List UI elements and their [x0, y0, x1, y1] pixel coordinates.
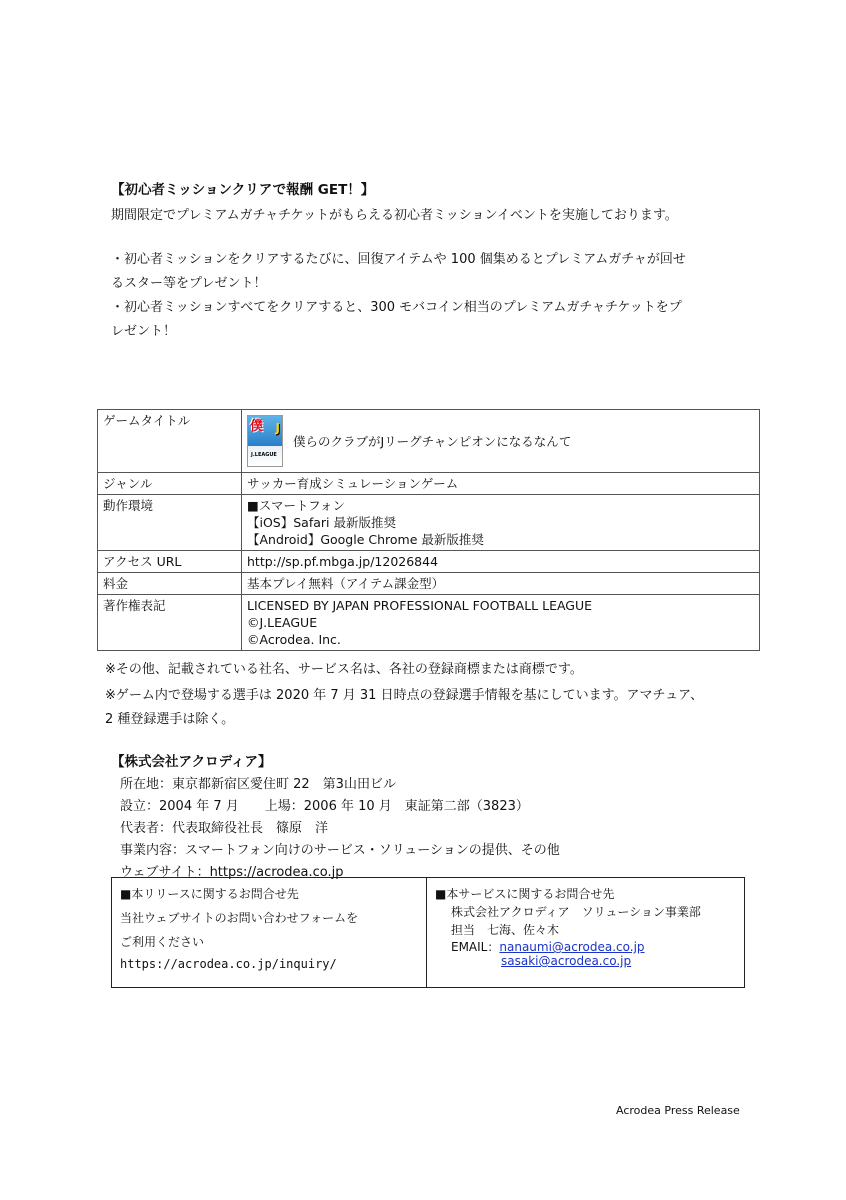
- mission-bullet-1-line-1: ・初心者ミッションをクリアするたびに、回復アイテムや 100 個集めるとプレミアムガチャが回せ: [111, 252, 686, 267]
- game-title-value: 僕らのクラブがJリーグチャンピオンになるなんて: [293, 433, 572, 449]
- email-label: EMAIL：: [451, 940, 500, 954]
- icon-jleague-text: J.LEAGUE: [251, 452, 277, 458]
- genre-label: ジャンル: [98, 473, 242, 495]
- env-line-1: ■スマートフォン: [247, 498, 346, 513]
- game-info-table: [97, 409, 760, 651]
- copyright-label: 著作権表記: [98, 595, 242, 651]
- email-link-sasaki[interactable]: sasaki@acrodea.co.jp: [501, 954, 632, 968]
- table-row: [98, 495, 760, 551]
- price-value: 基本プレイ無料（アイテム課金型）: [242, 573, 760, 595]
- price-label: 料金: [98, 573, 242, 595]
- mission-bullet-2-line-2: レゼント！: [111, 324, 177, 339]
- icon-main-text: 僕: [250, 419, 264, 434]
- mission-heading: 【初心者ミッションクリアで報酬 GET！】: [111, 182, 375, 198]
- copyright-line-3: ©Acrodea. Inc.: [247, 632, 341, 647]
- service-contact-email: [451, 938, 645, 955]
- table-row: [98, 595, 760, 651]
- copyright-line-2: ©J.LEAGUE: [247, 615, 318, 630]
- service-contact: [427, 878, 744, 987]
- release-contact-line-2: ご利用ください: [120, 935, 205, 949]
- env-cell: [242, 495, 760, 551]
- service-contact-heading: ■本サービスに関するお問合せ先: [435, 887, 615, 901]
- title-cell: [242, 410, 760, 473]
- company-address: 所在地：東京都新宿区愛住町 22 第3山田ビル: [120, 777, 396, 792]
- release-contact-heading: ■本リリースに関するお問合せ先: [120, 887, 299, 901]
- env-line-3: 【Android】Google Chrome 最新版推奨: [247, 532, 484, 547]
- env-line-2: 【iOS】Safari 最新版推奨: [247, 515, 396, 530]
- company-website[interactable]: ウェブサイト：https://acrodea.co.jp: [120, 865, 344, 880]
- note-trademark: ※その他、記載されている社名、サービス名は、各社の登録商標または商標です。: [105, 662, 583, 677]
- release-contact-line-1: 当社ウェブサイトのお問い合わせフォームを: [120, 911, 359, 925]
- company-representative: 代表者：代表取締役社長 篠原 洋: [120, 821, 329, 836]
- table-row: [98, 573, 760, 595]
- game-app-icon: [247, 415, 283, 467]
- copyright-cell: [242, 595, 760, 651]
- genre-value: サッカー育成シミュレーションゲーム: [242, 473, 760, 495]
- access-url-link[interactable]: http://sp.pf.mbga.jp/12026844: [242, 551, 760, 573]
- mission-bullet-2-line-1: ・初心者ミッションすべてをクリアすると、300 モバコイン相当のプレミアムガチャチケットをプ: [111, 300, 682, 315]
- table-row: [98, 473, 760, 495]
- table-row: [98, 551, 760, 573]
- contact-box: [111, 877, 745, 988]
- company-founded: 設立：2004 年 7 月 上場：2006 年 10 月 東証第二部（3823）: [120, 799, 529, 814]
- url-label: アクセス URL: [98, 551, 242, 573]
- env-label: 動作環境: [98, 495, 242, 551]
- title-label: ゲームタイトル: [98, 410, 242, 473]
- mission-lead: 期間限定でプレミアムガチャチケットがもらえる初心者ミッションイベントを実施しております。: [111, 208, 678, 223]
- table-row: [98, 410, 760, 473]
- footer-text: Acrodea Press Release: [616, 1104, 740, 1117]
- mission-bullet-1-line-2: るスター等をプレゼント！: [111, 276, 267, 291]
- icon-j-text: J: [275, 421, 280, 435]
- inquiry-url-link[interactable]: https://acrodea.co.jp/inquiry/: [120, 957, 337, 971]
- company-business: 事業内容：スマートフォン向けのサービス・ソリューションの提供、その他: [120, 843, 560, 858]
- copyright-line-1: LICENSED BY JAPAN PROFESSIONAL FOOTBALL LEAGUE: [247, 598, 593, 613]
- company-heading: 【株式会社アクロディア】: [111, 754, 272, 770]
- release-contact: [112, 878, 427, 987]
- service-contact-person: 担当 七海、佐々木: [451, 923, 560, 937]
- note-players-line-2: 2 種登録選手は除く。: [105, 712, 235, 727]
- service-contact-company: 株式会社アクロディア ソリューション事業部: [451, 905, 701, 919]
- note-players-line-1: ※ゲーム内で登場する選手は 2020 年 7 月 31 日時点の登録選手情報を基にしています。アマチュア、: [105, 688, 704, 703]
- email-link-nanaumi[interactable]: nanaumi@acrodea.co.jp: [499, 940, 645, 954]
